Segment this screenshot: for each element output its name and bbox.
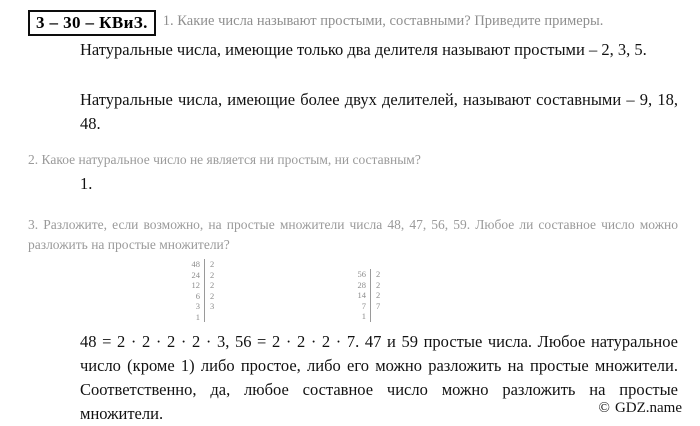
factorization-divisor: 7	[376, 300, 381, 311]
copyright-icon: ©	[598, 400, 610, 416]
factorization-table-56	[344, 269, 396, 322]
factorization-divisor: 2	[210, 280, 215, 290]
factorization-divisor: 2	[376, 279, 381, 290]
factorization-quotient: 3	[178, 301, 205, 312]
factorization-quotient: 6	[178, 291, 205, 302]
factorization-quotient: 12	[178, 280, 205, 291]
factorization-quotient: 1	[344, 311, 371, 322]
factorization-divisor	[205, 312, 231, 323]
factorization-table-48-body	[178, 259, 230, 322]
factorization-row	[178, 301, 230, 312]
factorization-divisor: 3	[210, 301, 215, 311]
factorization-divisor: 2	[210, 259, 215, 269]
answer-1-paragraph-a: Натуральные числа, имеющие только два делителя называют простыми – 2, 3, 5.	[80, 40, 647, 59]
factorization-row	[344, 280, 396, 291]
factorization-table-56-body	[344, 269, 396, 322]
question-3-text: 3. Разложите, если возможно, на простые множители числа 48, 47, 56, 59. Любое ли составное число можно разложить на простые множители?	[28, 217, 678, 252]
factorization-quotient: 48	[178, 259, 205, 270]
factorization-row	[344, 269, 396, 280]
factorization-row	[178, 312, 230, 323]
factorization-quotient: 28	[344, 280, 371, 291]
factorization-divisor: 2	[210, 290, 215, 301]
factorization-row	[178, 270, 230, 281]
site-name: GDZ.name	[614, 400, 682, 416]
factorization-divisor: 2	[376, 269, 381, 279]
factorization-quotient: 24	[178, 270, 205, 281]
question-1-text: 1. Какие числа называют простыми, составными? Приведите примеры.	[162, 13, 604, 29]
factorization-row	[178, 291, 230, 302]
factorization-divisor: 2	[376, 290, 381, 300]
answer-3-paragraph: 48 = 2 · 2 · 2 · 2 · 3, 56 = 2 · 2 · 2 · 7. 47 и 59 простые числа. Любое натуральное число (кроме 1) либо простое, либо его можно разложить на простые множители. Соответственно, да, любое составное число можно разложить на простые множители.	[80, 332, 678, 423]
factorization-row	[178, 259, 230, 270]
factorization-row	[344, 301, 396, 312]
factorization-row	[344, 311, 396, 322]
factorization-quotient: 7	[344, 301, 371, 312]
factorization-table-48	[178, 259, 230, 322]
factorization-tables	[170, 259, 550, 321]
factorization-quotient: 14	[344, 290, 371, 301]
factorization-quotient: 1	[178, 312, 205, 323]
answer-1-paragraph-b: Натуральные числа, имеющие более двух делителей, называют составными – 9, 18, 48.	[80, 90, 678, 133]
factorization-divisor: 2	[210, 269, 215, 280]
factorization-quotient: 56	[344, 269, 371, 280]
factorization-row	[344, 290, 396, 301]
question-2-text: 2. Какое натуральное число не является ни простым, ни составным?	[28, 152, 421, 167]
exercise-code-box: 3 – 30 – КВиЗ.	[28, 10, 156, 36]
header-row	[28, 10, 688, 34]
answer-2-paragraph: 1.	[80, 174, 93, 193]
footer-copyright	[599, 398, 682, 418]
factorization-row	[178, 280, 230, 291]
factorization-divisor	[371, 311, 397, 322]
